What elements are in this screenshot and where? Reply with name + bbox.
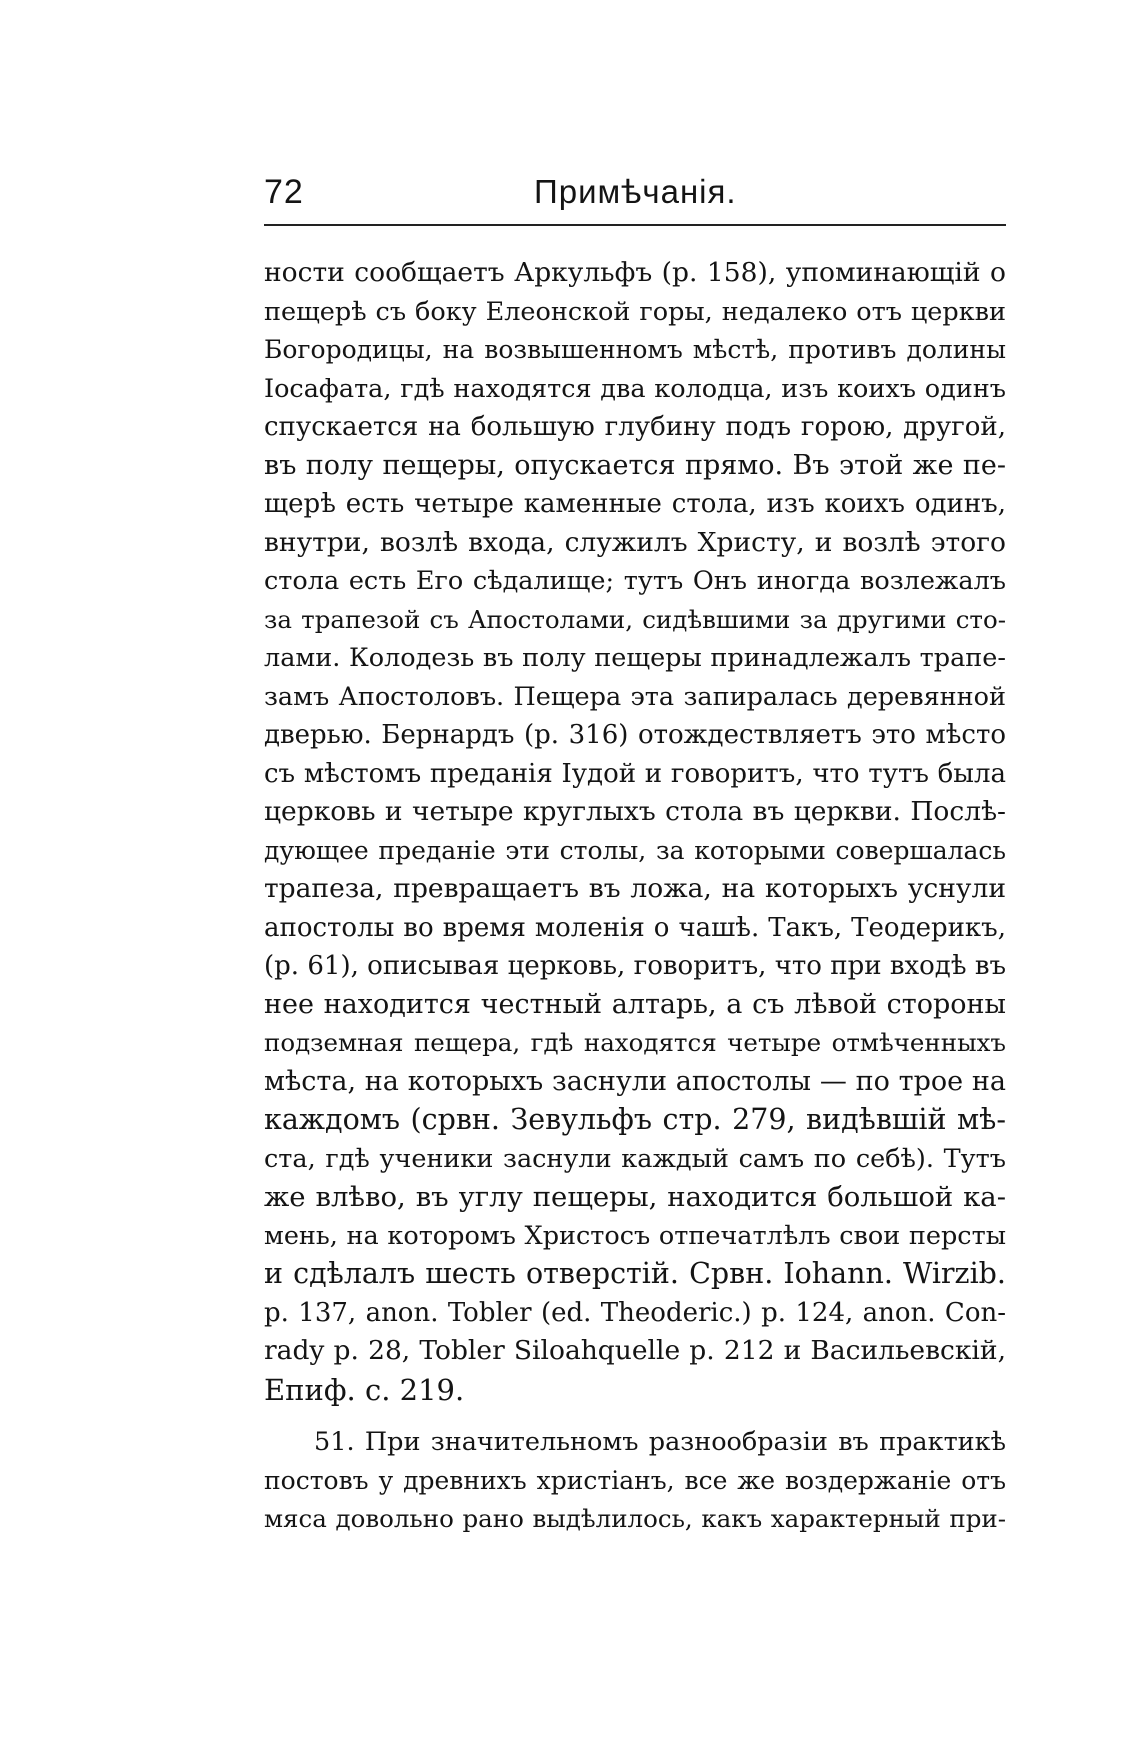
text-line: щерѣ есть четыре каменные стола, изъ коихъ одинъ, xyxy=(264,489,1006,519)
text-line: постовъ у древнихъ христіанъ, все же воздержаніе отъ xyxy=(264,1465,1006,1495)
text-line: съ мѣстомъ преданія Іудой и говоритъ, что тутъ была xyxy=(264,758,1006,789)
header-rule xyxy=(264,224,1006,226)
text-line: Богородицы, на возвышенномъ мѣстѣ, противъ долины xyxy=(264,335,1006,364)
text-line: апостолы во время моленія о чашѣ. Такъ, Теодерикъ, xyxy=(264,912,1006,943)
text-line: замъ Апостоловъ. Пещера эта запиралась деревянной xyxy=(264,681,1006,712)
text-line: и сдѣлалъ шесть отверстій. Срвн. Iohann. Wirzib. xyxy=(264,1257,1006,1290)
text-line: Епиф. с. 219. xyxy=(264,1372,465,1407)
text-line: дующее преданіе эти столы, за которыми совершалась xyxy=(264,835,1006,865)
main-text xyxy=(264,254,1006,1539)
text-line: въ полу пещеры, опускается прямо. Въ этой же пе- xyxy=(264,449,1006,481)
paragraph-continuation xyxy=(264,254,1006,1409)
text-line: за трапезой съ Апостолами, сидѣвшими за другими сто- xyxy=(264,604,1006,634)
page-number: 72 xyxy=(264,173,304,211)
text-line: спускается на большую глубину подъ горою, другой, xyxy=(264,412,1006,442)
text-line: стола есть Его сѣдалище; тутъ Онъ иногда возлежалъ xyxy=(264,566,1006,596)
text-line: р. 137, anon. Tobler (ed. Theoderic.) р. 124, anon. Con- xyxy=(264,1297,1006,1328)
text-line: же влѣво, въ углу пещеры, находится большой ка- xyxy=(264,1181,1006,1213)
text-line: ста, гдѣ ученики заснули каждый самъ по себѣ). Тутъ xyxy=(264,1143,1006,1174)
text-line: подземная пещера, гдѣ находятся четыре отмѣченныхъ xyxy=(264,1028,1006,1057)
text-line: 51. При значительномъ разнообразіи въ практикѣ xyxy=(314,1427,1006,1457)
running-title: Примѣчанія. xyxy=(534,173,737,210)
paragraph-note-51 xyxy=(264,1423,1006,1539)
text-line: пещерѣ съ боку Елеонской горы, недалеко отъ церкви xyxy=(264,296,1006,327)
text-line: мень, на которомъ Христосъ отпечатлѣлъ свои персты xyxy=(264,1220,1006,1251)
text-line: rady р. 28, Tobler Siloahquelle р. 212 и Васильевскій, xyxy=(264,1335,1006,1366)
text-line: внутри, возлѣ входа, служилъ Христу, и возлѣ этого xyxy=(264,526,1006,558)
text-line: дверью. Бернардъ (р. 316) отождествляетъ это мѣсто xyxy=(264,720,1006,750)
paragraph-gap xyxy=(264,1409,1006,1423)
text-line: мѣста, на которыхъ заснули апостолы — по трое на xyxy=(264,1065,1006,1097)
text-line: мяса довольно рано выдѣлилось, какъ характерный при- xyxy=(264,1504,1006,1533)
text-line: церковь и четыре круглыхъ стола въ церкви. Послѣ- xyxy=(264,796,1006,827)
text-line: (р. 61), описывая церковь, говоритъ, что при входѣ въ xyxy=(264,951,1006,981)
text-line: нее находится честный алтарь, а съ лѣвой стороны xyxy=(264,988,1006,1020)
text-line: каждомъ (срвн. Зевульфъ стр. 279, видѣвшій мѣ- xyxy=(264,1103,1006,1136)
page-header xyxy=(264,172,1006,216)
text-line: лами. Колодезь въ полу пещеры принадлежалъ трапе- xyxy=(264,643,1006,673)
text-line: Іосафата, гдѣ находятся два колодца, изъ коихъ одинъ xyxy=(264,373,1006,404)
text-line: трапеза, превращаетъ въ ложа, на которыхъ уснули xyxy=(264,873,1006,904)
text-line: ности сообщаетъ Аркульфъ (р. 158), упоминающій о xyxy=(264,257,1006,288)
